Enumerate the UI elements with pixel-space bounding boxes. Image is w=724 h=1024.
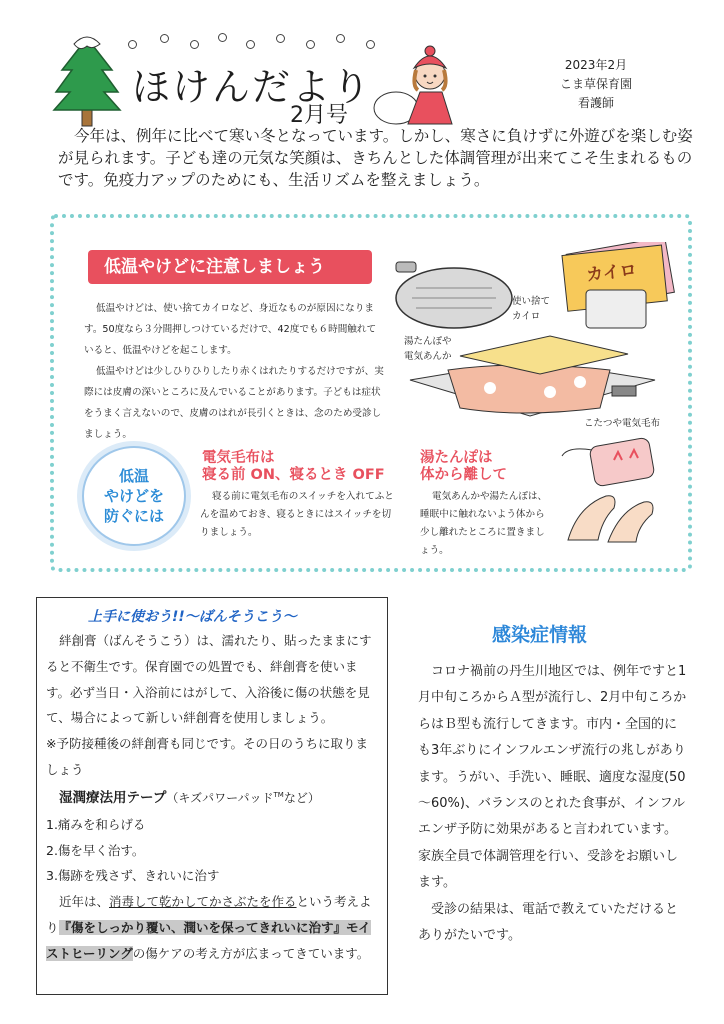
bandage-para-2: ※予防接種後の絆創膏も同じです。その日のうちに取りましょう	[46, 736, 368, 777]
author: 看護師	[577, 96, 614, 110]
header-meta	[536, 56, 656, 113]
issue-label: 2月号	[290, 103, 348, 128]
issue-date: 2023年2月	[564, 58, 628, 72]
tip2-text: 電気あんかや湯たんぽは、睡眠中に触れないよう体から少し離れたところに置きましょう。	[420, 491, 548, 556]
heat-pack-icon	[556, 242, 676, 332]
intro-paragraph: 今年は、例年に比べて寒い冬となっています。しかし、寒さに負けずに外遊びを楽しむ姿が見られます。子ども達の元気な笑顔は、きちんとした体調管理が出来てこそ生まれるものです。免疫力アップのためにも、生活リズムを整えましょう。	[58, 127, 693, 189]
infection-para-2: 受診の結果は、電話で教えていただけるとありがたいです。	[418, 901, 679, 944]
trademark: TM	[273, 790, 284, 799]
feet-warmer-icon	[558, 436, 668, 546]
p3-underline: 消毒して乾かしてかさぶたを作る	[109, 894, 297, 910]
bandage-text	[46, 628, 380, 967]
infection-para-1: コロナ禍前の丹生川地区では、例年ですと1月中旬ころからＡ型が流行し、2月中旬ころからはＢ型も流行してきます。市内・全国的にも3年ぶりにインフルエンザ流行の兆しがあります。うがい、手洗い、睡眠、適度な湿度(50～60%)、バランスのとれた食事が、インフルエンザ予防に効果があると言われています。家族全員で体調管理を行い、受診をお願いします。	[418, 664, 687, 891]
tape-heading: 湿潤療法用テープ	[59, 789, 167, 806]
bandage-title: 上手に使おう!!～ばんそうこう～	[88, 609, 297, 625]
prevent-bubble-text: 低温 やけどを 防ぐには	[103, 467, 164, 525]
bandage-para-3	[46, 889, 380, 966]
heat-pack-pkg-label: カイロ	[585, 260, 638, 286]
label-kairo: 使い捨て カイロ	[512, 296, 551, 322]
kotatsu-icon	[400, 330, 660, 420]
tip2-heading: 湯たんぽは 体から離して	[420, 450, 507, 483]
p3-a: 近年は、	[59, 894, 110, 910]
school-name: こま草保育園	[559, 77, 632, 91]
prevent-bubble	[82, 446, 186, 546]
infection-title: 感染症情報	[492, 624, 588, 646]
burn-para-1: 低温やけどは、使い捨てカイロなど、身近なものが原因になります。50度なら３分間押しつけているだけで、42度でも６時間触れていると、低温やけどを起こします。	[84, 303, 377, 356]
tape-note-end: など）	[283, 790, 320, 805]
burn-para-2: 低温やけどは少しひりひりしたり赤くはれたりするだけですが、実際には皮膚の深いところに及んでいることがあります。子どもは症状をうまく言えないので、皮膚のはれが長引くときは、念のため受診しましょう。	[84, 366, 384, 440]
label-yutanpo: 湯たんぽや 電気あんか	[404, 336, 452, 362]
tape-heading-line	[46, 783, 380, 812]
tip1-text: 寝る前に電気毛布のスイッチを入れてふとんを温めておき、寝るときにはスイッチを切りましょう。	[200, 491, 394, 538]
tape-item-2: 2.傷を早く治す。	[46, 842, 145, 858]
burn-heading: 低温やけどに注意しましょう	[88, 250, 372, 284]
p3-highlight: 『傷をしっかり覆い、潤いを保ってきれいに治す』モイストヒーリング	[46, 919, 371, 961]
tape-item-1: 1.痛みを和らげる	[46, 816, 146, 832]
p3-c: の傷ケアの考え方が広まってきています。	[132, 945, 370, 961]
burn-text	[84, 298, 384, 445]
newsletter-title: ほけんだより	[132, 65, 373, 109]
bandage-para-1: 絆創膏（ばんそうこう）は、濡れたり、貼ったままにすると不衛生です。保育園での処置でも、絆創膏を使います。必ず当日・入浴前にはがして、入浴後に傷の状態を見て、場合によって新しい絆創膏を使用しましょう。	[46, 633, 372, 726]
girl-snowball-icon	[372, 34, 462, 126]
p3-b: という考えより	[46, 894, 372, 935]
tape-item-3: 3.傷跡を残さず、きれいに治す	[46, 868, 220, 884]
snow-tree-icon	[52, 30, 122, 130]
tip1-heading: 電気毛布は 寝る前 ON、寝るとき OFF	[202, 450, 385, 483]
hot-water-bottle-icon	[392, 254, 522, 334]
tape-note: （キズパワーパッド	[166, 790, 274, 805]
infection-text	[418, 659, 688, 949]
label-kotatsu: こたつや電気毛布	[584, 418, 661, 429]
